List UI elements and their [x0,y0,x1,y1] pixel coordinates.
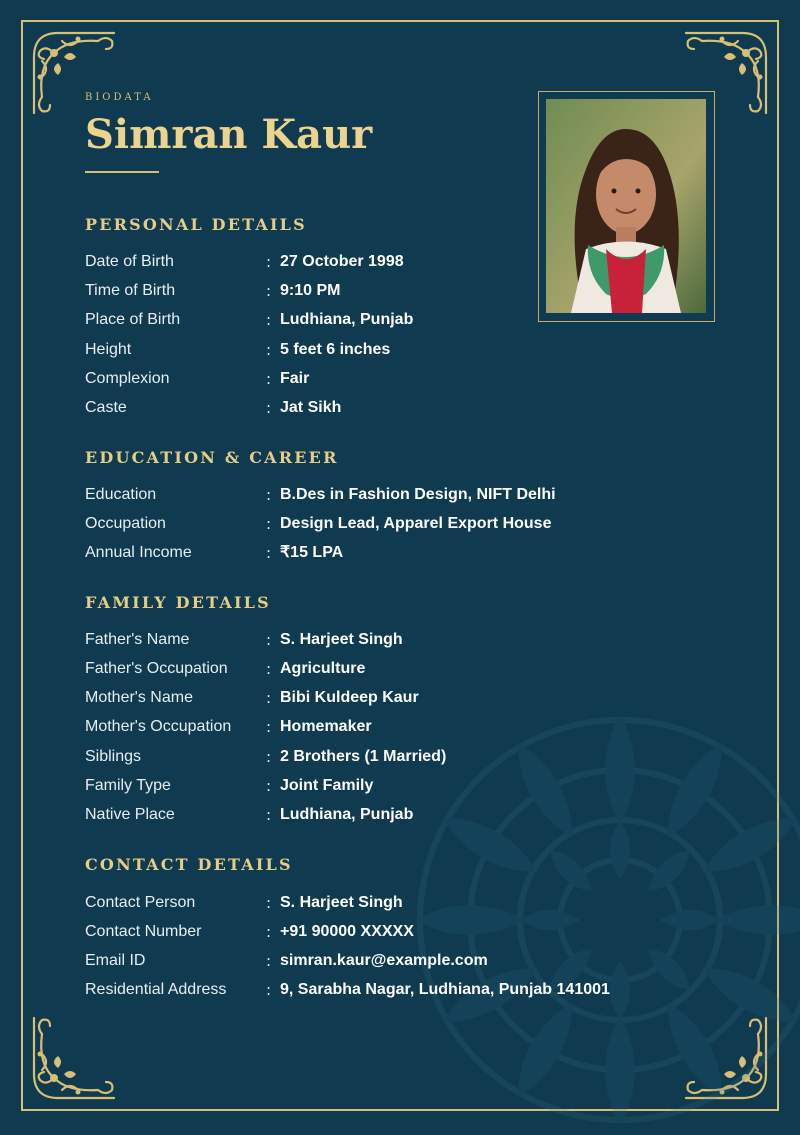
detail-label: Father's Occupation [85,660,228,677]
detail-label: Place of Birth [85,311,181,328]
section-title-education-career: EDUCATION & CAREER [85,448,339,467]
detail-value: Fair [280,370,310,387]
detail-value: S. Harjeet Singh [280,631,403,648]
separator: : [266,689,272,707]
detail-row [85,541,725,565]
detail-row [85,396,725,420]
detail-value: +91 90000 XXXXX [280,923,414,940]
detail-row [85,920,725,944]
detail-value: Agriculture [280,660,366,677]
separator: : [266,544,272,562]
detail-label: Mother's Occupation [85,718,232,735]
detail-row [85,483,725,507]
section-title-family-details: FAMILY DETAILS [85,593,271,612]
detail-row [85,745,725,769]
separator: : [266,748,272,766]
detail-row [85,512,725,536]
separator: : [266,777,272,795]
separator: : [266,981,272,999]
detail-value: B.Des in Fashion Design, NIFT Delhi [280,486,556,503]
document-eyebrow: BIODATA [85,92,154,103]
detail-row [85,891,725,915]
detail-value: Jat Sikh [280,399,342,416]
detail-value: Joint Family [280,777,374,794]
detail-label: Email ID [85,952,146,969]
separator: : [266,282,272,300]
detail-label: Height [85,341,132,358]
separator: : [266,311,272,329]
floral-corner-ornament-icon [28,27,120,119]
detail-row [85,715,725,739]
detail-row [85,657,725,681]
detail-label: Annual Income [85,544,192,561]
detail-value: S. Harjeet Singh [280,894,403,911]
detail-label: Contact Number [85,923,202,940]
separator: : [266,806,272,824]
separator: : [266,660,272,678]
detail-value: 27 October 1998 [280,253,404,270]
separator: : [266,399,272,417]
detail-value: Design Lead, Apparel Export House [280,515,552,532]
separator: : [266,515,272,533]
section-title-personal-details: PERSONAL DETAILS [85,215,307,234]
detail-label: Siblings [85,748,142,765]
detail-row [85,338,725,362]
detail-value: 9, Sarabha Nagar, Ludhiana, Punjab 141001 [280,981,610,998]
separator: : [266,894,272,912]
detail-value: 9:10 PM [280,282,341,299]
detail-row [85,279,725,303]
detail-label: Mother's Name [85,689,193,706]
detail-label: Date of Birth [85,253,174,270]
detail-value: ₹15 LPA [280,544,344,561]
detail-row [85,250,725,274]
separator: : [266,923,272,941]
detail-label: Caste [85,399,127,416]
separator: : [266,952,272,970]
detail-label: Education [85,486,157,503]
detail-value: Ludhiana, Punjab [280,806,414,823]
detail-row [85,628,725,652]
name-underline [85,171,159,173]
floral-corner-ornament-icon [28,1012,120,1104]
detail-label: Father's Name [85,631,190,648]
email-value: simran.kaur@example.com [280,952,488,969]
detail-label: Family Type [85,777,171,794]
separator: : [266,486,272,504]
separator: : [266,718,272,736]
candidate-name: Simran Kaur [85,111,373,158]
separator: : [266,631,272,649]
detail-label: Occupation [85,515,166,532]
separator: : [266,253,272,271]
section-title-contact-details: CONTACT DETAILS [85,855,293,874]
detail-value: Ludhiana, Punjab [280,311,414,328]
detail-value: 5 feet 6 inches [280,341,391,358]
detail-row [85,774,725,798]
detail-label: Native Place [85,806,175,823]
detail-row [85,686,725,710]
detail-value: Homemaker [280,718,372,735]
separator: : [266,341,272,359]
detail-row [85,978,725,1002]
detail-row [85,803,725,827]
detail-label: Residential Address [85,981,227,998]
detail-label: Time of Birth [85,282,176,299]
detail-value: 2 Brothers (1 Married) [280,748,447,765]
detail-row [85,949,725,973]
detail-row [85,308,725,332]
detail-label: Complexion [85,370,170,387]
detail-row [85,367,725,391]
separator: : [266,370,272,388]
detail-label: Contact Person [85,894,196,911]
detail-value: Bibi Kuldeep Kaur [280,689,419,706]
